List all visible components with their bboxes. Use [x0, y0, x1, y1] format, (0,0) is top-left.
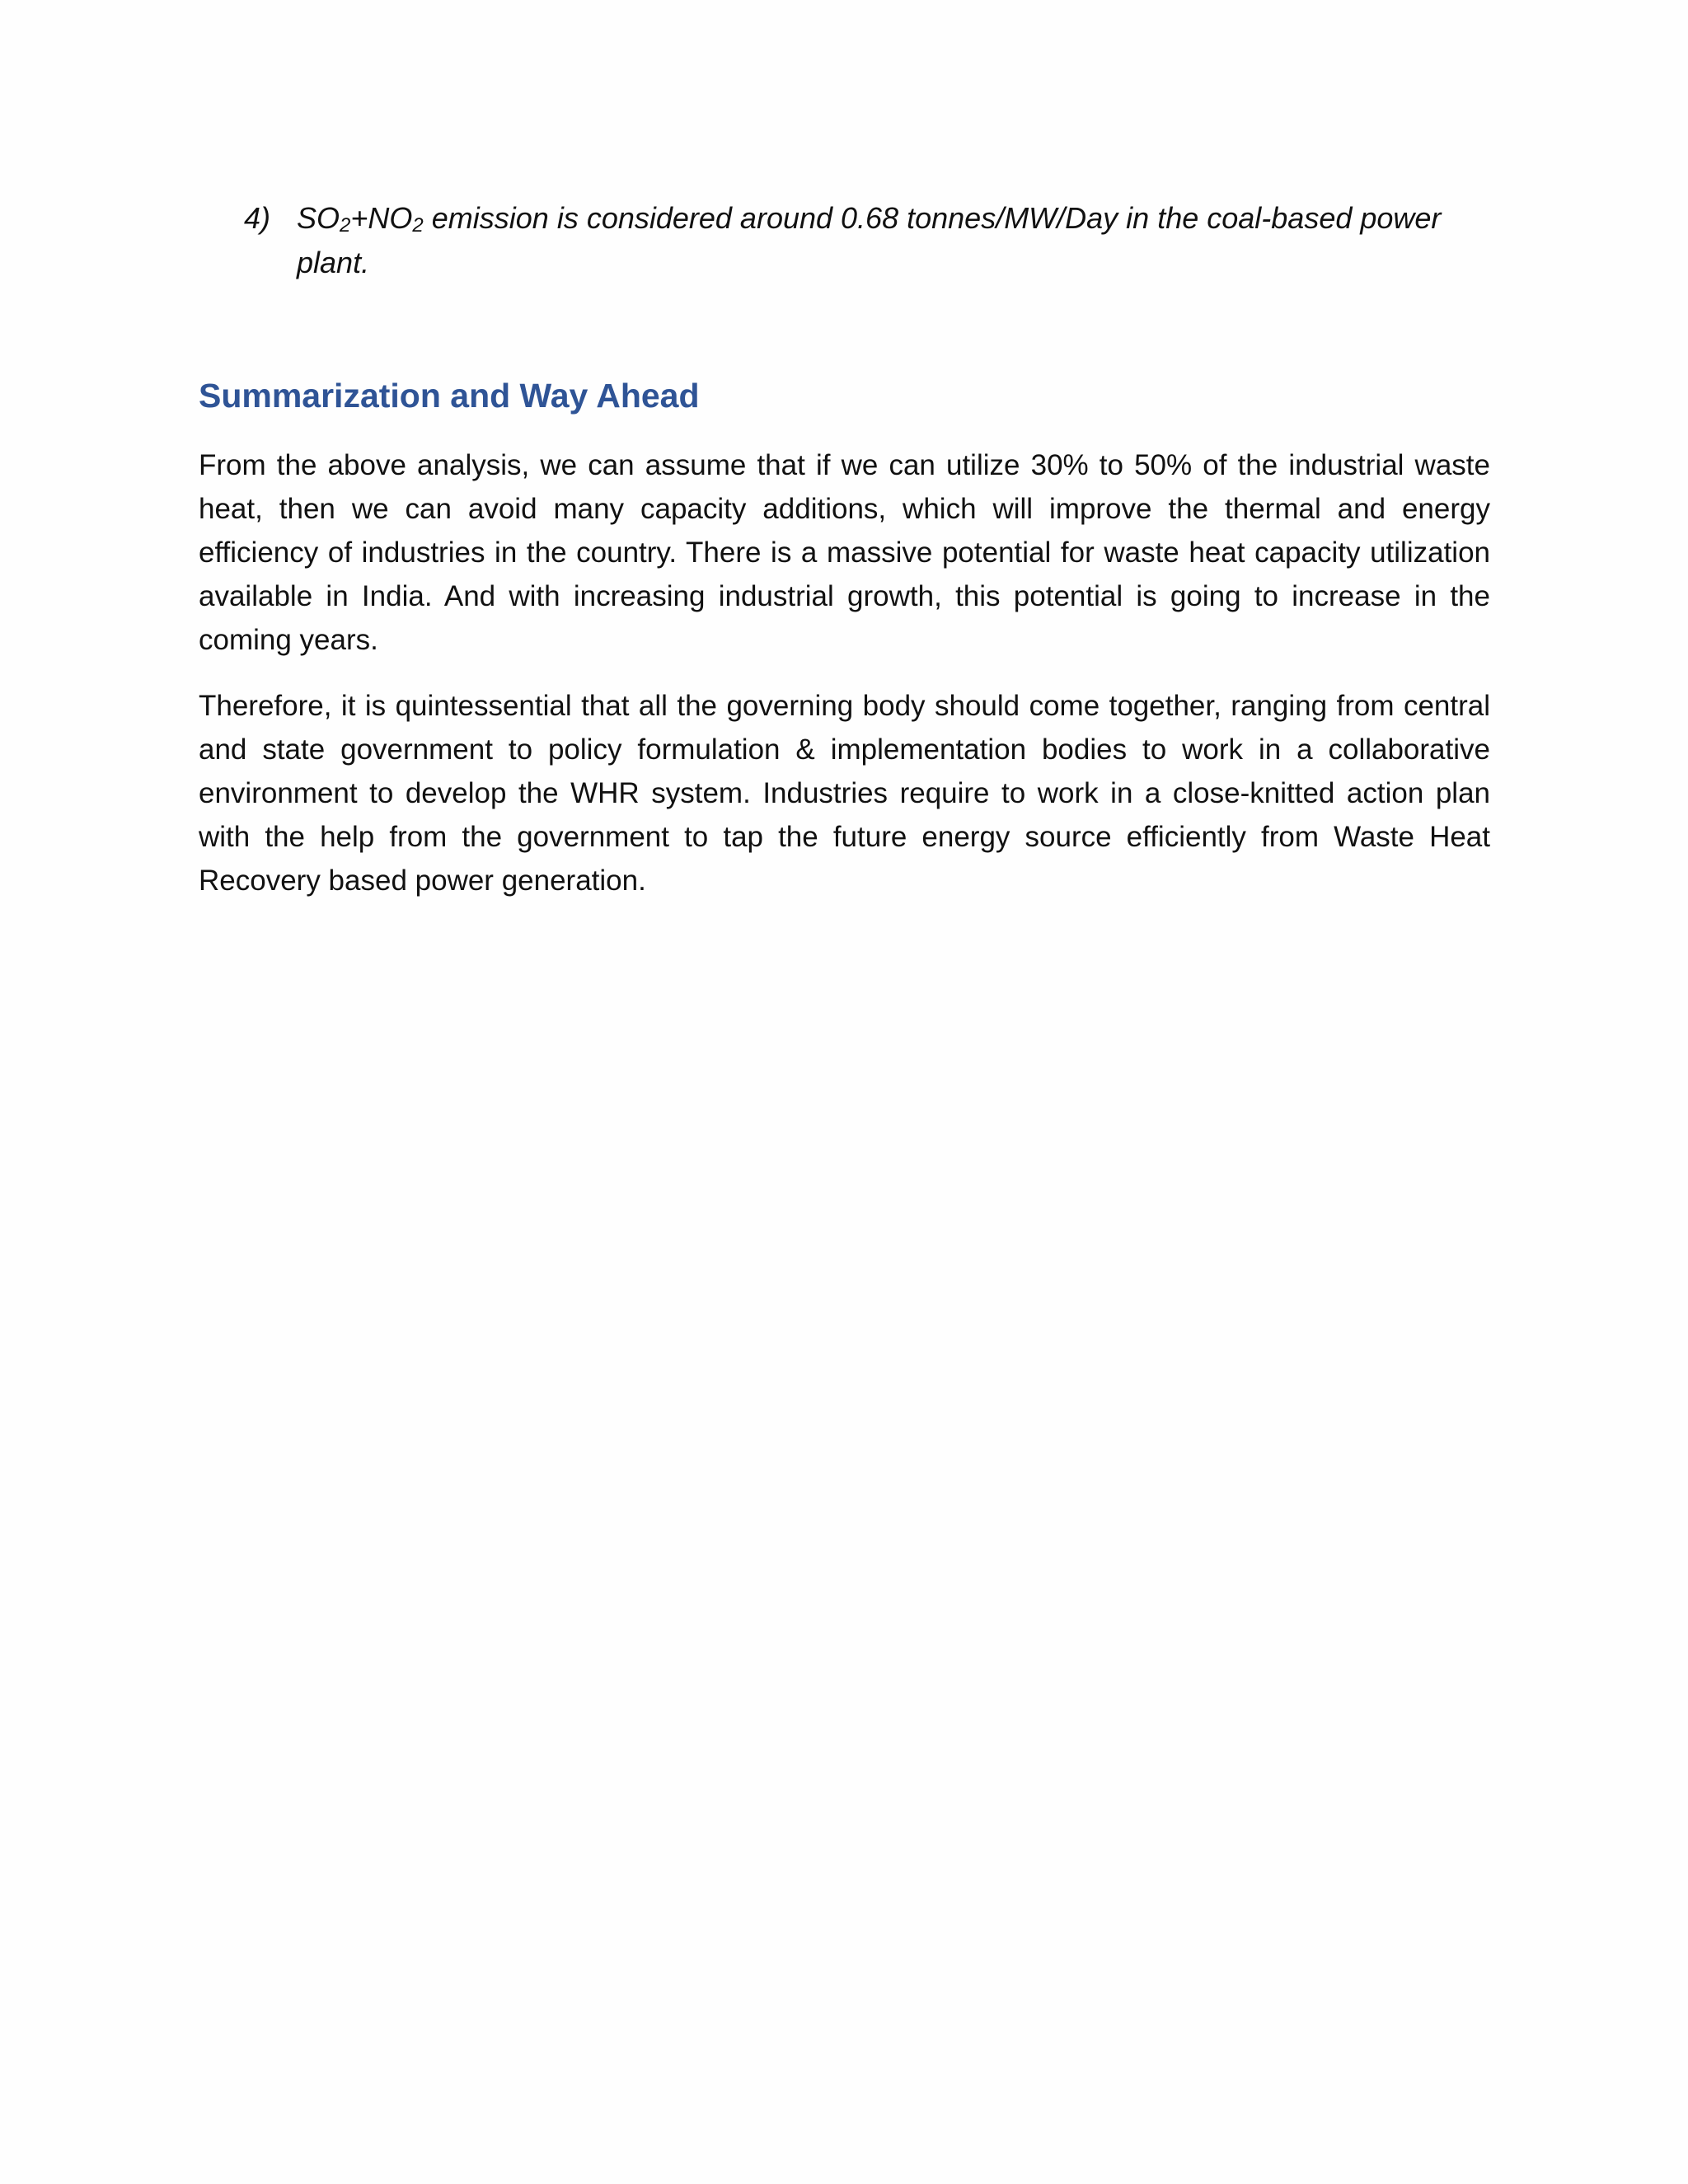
- chem-no-label: +NO: [350, 201, 413, 235]
- list-number: 4): [244, 201, 271, 235]
- chem-so-label: SO: [297, 201, 340, 235]
- list-item-body: emission is considered around 0.68 tonnes/MW/Day in the coal-based power plant.: [297, 201, 1442, 279]
- section-heading: Summarization and Way Ahead: [199, 377, 700, 415]
- list-item-text: [297, 196, 1497, 285]
- chem-no-subscript: 2: [412, 214, 424, 237]
- chem-so-subscript: 2: [340, 214, 351, 237]
- paragraph-analysis: From the above analysis, we can assume that if we can utilize 30% to 50% of the industrial waste heat, then we can avoid many capacity additions, which will improve the thermal and energy efficiency of industries in the country. There is a massive potential for waste heat capacity utilization available in India. And with increasing industrial growth, this potential is going to increase in the coming years.: [199, 449, 1490, 656]
- paragraph-governance: Therefore, it is quintessential that all the governing body should come together, ranging from central and state government to policy formulation & implementation bodies to work in a collaborative environment to develop the WHR system. Industries require to work in a close-knitted action plan with the help from the government to tap the future energy source efficiently from Waste Heat Recovery based power generation.: [199, 690, 1490, 897]
